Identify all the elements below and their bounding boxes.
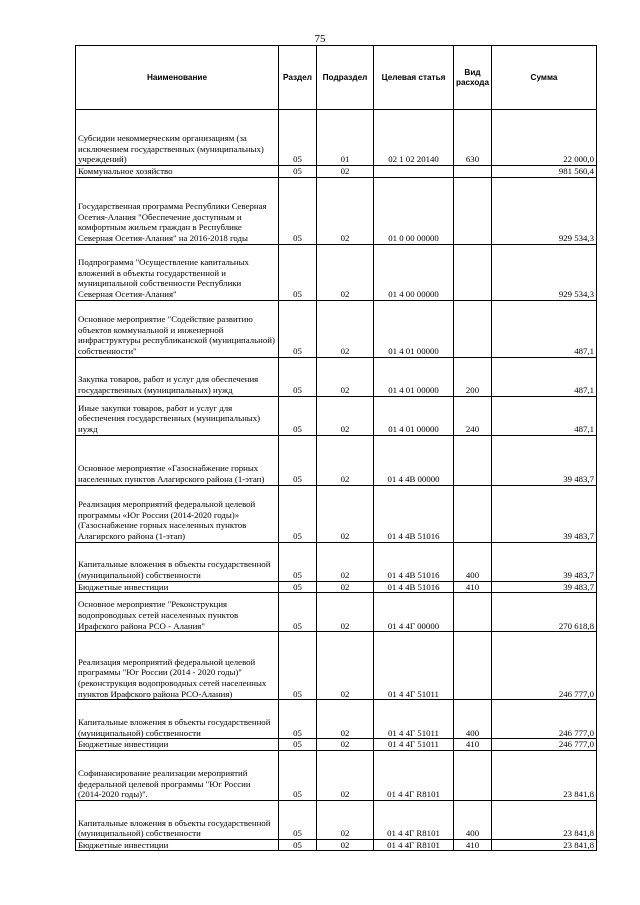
cell-target: 02 1 02 20140 [374, 110, 454, 166]
cell-section: 05 [279, 396, 317, 435]
cell-section: 05 [279, 435, 317, 485]
cell-subsection: 02 [317, 800, 374, 839]
cell-subsection: 02 [317, 396, 374, 435]
cell-expense-type: 240 [454, 396, 492, 435]
cell-section: 05 [279, 700, 317, 739]
cell-section: 05 [279, 839, 317, 851]
cell-target: 01 4 00 00000 [374, 244, 454, 300]
cell-amount: 23 841,8 [492, 800, 597, 839]
cell-expense-type: 200 [454, 357, 492, 396]
table-row [76, 485, 597, 542]
cell-amount: 487,1 [492, 300, 597, 357]
cell-expense-type: 410 [454, 581, 492, 593]
cell-amount: 487,1 [492, 396, 597, 435]
cell-expense-type [454, 593, 492, 632]
budget-table [75, 45, 597, 851]
cell-target: 01 4 4Г R8101 [374, 800, 454, 839]
table-row [76, 581, 597, 593]
cell-section: 05 [279, 750, 317, 800]
cell-subsection: 02 [317, 244, 374, 300]
cell-name: Коммунальное хозяйство [76, 166, 279, 178]
cell-expense-type: 410 [454, 839, 492, 851]
cell-target: 01 4 01 00000 [374, 396, 454, 435]
cell-target: 01 4 4В 00000 [374, 435, 454, 485]
cell-name: Софинансирование реализации мероприятий федеральной целевой программы "Юг России (2014-2020 годы)". [76, 750, 279, 800]
cell-target: 01 4 4Г R8101 [374, 839, 454, 851]
header-row [76, 46, 597, 110]
cell-subsection: 02 [317, 166, 374, 178]
header-subsection: Подраздел [317, 46, 374, 110]
cell-amount: 929 534,3 [492, 244, 597, 300]
header-expense-type: Вид расхода [454, 46, 492, 110]
table-row [76, 166, 597, 178]
cell-target: 01 4 4Г 51011 [374, 632, 454, 700]
table-row [76, 593, 597, 632]
cell-target: 01 4 4В 51016 [374, 485, 454, 542]
cell-name: Бюджетные инвестиции [76, 839, 279, 851]
cell-section: 05 [279, 166, 317, 178]
cell-section: 05 [279, 542, 317, 581]
cell-section: 05 [279, 739, 317, 751]
header-amount: Сумма [492, 46, 597, 110]
cell-section: 05 [279, 357, 317, 396]
cell-subsection: 02 [317, 700, 374, 739]
table-body [76, 110, 597, 851]
cell-subsection: 02 [317, 632, 374, 700]
cell-expense-type [454, 632, 492, 700]
table-row [76, 750, 597, 800]
cell-section: 05 [279, 110, 317, 166]
cell-section: 05 [279, 800, 317, 839]
cell-expense-type [454, 177, 492, 244]
cell-name: Подпрограмма "Осуществление капитальных вложений в объекты государственной и муниципальной собственности Республики Северная Осетия-Алания" [76, 244, 279, 300]
cell-target: 01 4 4Г 51011 [374, 739, 454, 751]
cell-expense-type: 410 [454, 739, 492, 751]
cell-target: 01 4 4Г R8101 [374, 750, 454, 800]
table-row [76, 357, 597, 396]
table-row [76, 177, 597, 244]
cell-amount: 246 777,0 [492, 632, 597, 700]
cell-section: 05 [279, 632, 317, 700]
cell-name: Государственная программа Республики Северная Осетия-Алания "Обеспечение доступным и комфортным жильем граждан в Республике Северная Осетия-Алания" на 2016-2018 годы [76, 177, 279, 244]
page-number: 75 [314, 33, 326, 45]
cell-target: 01 4 01 00000 [374, 357, 454, 396]
cell-amount: 929 534,3 [492, 177, 597, 244]
cell-amount: 270 618,8 [492, 593, 597, 632]
cell-amount: 246 777,0 [492, 700, 597, 739]
cell-section: 05 [279, 177, 317, 244]
cell-expense-type [454, 485, 492, 542]
cell-expense-type: 400 [454, 542, 492, 581]
cell-subsection: 02 [317, 581, 374, 593]
cell-name: Бюджетные инвестиции [76, 739, 279, 751]
cell-subsection: 02 [317, 593, 374, 632]
cell-target: 01 0 00 00000 [374, 177, 454, 244]
cell-subsection: 02 [317, 435, 374, 485]
cell-target [374, 166, 454, 178]
cell-amount: 39 483,7 [492, 542, 597, 581]
cell-expense-type [454, 166, 492, 178]
cell-section: 05 [279, 244, 317, 300]
table-row [76, 396, 597, 435]
cell-section: 05 [279, 300, 317, 357]
table-row [76, 800, 597, 839]
cell-subsection: 02 [317, 750, 374, 800]
cell-name: Субсидии некоммерческим организациям (за исключением государственных (муниципальных) учреждений) [76, 110, 279, 166]
cell-name: Основное мероприятие "Содействие развитию объектов коммунальной и инженерной инфраструктуры республиканской (муниципальной) собственности" [76, 300, 279, 357]
cell-subsection: 02 [317, 177, 374, 244]
cell-expense-type [454, 244, 492, 300]
cell-section: 05 [279, 581, 317, 593]
header-target: Целевая статья [374, 46, 454, 110]
table-row [76, 435, 597, 485]
table-row [76, 839, 597, 851]
header-name: Наименование [76, 46, 279, 110]
cell-name: Капитальные вложения в объекты государственной (муниципальной) собственности [76, 542, 279, 581]
table-row [76, 542, 597, 581]
cell-expense-type: 630 [454, 110, 492, 166]
cell-section: 05 [279, 485, 317, 542]
cell-section: 05 [279, 593, 317, 632]
header-section: Раздел [279, 46, 317, 110]
cell-amount: 487,1 [492, 357, 597, 396]
cell-name: Капитальные вложения в объекты государственной (муниципальной) собственности [76, 800, 279, 839]
cell-subsection: 01 [317, 110, 374, 166]
table-row [76, 300, 597, 357]
cell-amount: 981 560,4 [492, 166, 597, 178]
cell-subsection: 02 [317, 839, 374, 851]
cell-target: 01 4 4В 51016 [374, 581, 454, 593]
cell-amount: 39 483,7 [492, 485, 597, 542]
cell-expense-type [454, 300, 492, 357]
cell-name: Капитальные вложения в объекты государственной (муниципальной) собственности [76, 700, 279, 739]
cell-amount: 23 841,8 [492, 839, 597, 851]
cell-name: Иные закупки товаров, работ и услуг для обеспечения государственных (муниципальных) нужд [76, 396, 279, 435]
cell-name: Основное мероприятие "Реконструкция водопроводных сетей населенных пунктов Ирафского района РСО - Алания" [76, 593, 279, 632]
cell-name: Закупка товаров, работ и услуг для обеспечения государственных (муниципальных) нужд [76, 357, 279, 396]
cell-expense-type [454, 435, 492, 485]
cell-name: Реализация мероприятий федеральной целевой программы "Юг России (2014 - 2020 годы)" (реконструкция водопроводных сетей населенных пунктов Ирафского района РСО-Алания) [76, 632, 279, 700]
cell-name: Основное мероприятие «Газоснабжение горных населенных пунктов Алагирского района (1-этап) [76, 435, 279, 485]
cell-name: Бюджетные инвестиции [76, 581, 279, 593]
cell-subsection: 02 [317, 542, 374, 581]
table-row [76, 632, 597, 700]
cell-target: 01 4 4Г 00000 [374, 593, 454, 632]
table-header [76, 46, 597, 110]
cell-amount: 39 483,7 [492, 581, 597, 593]
table-row [76, 110, 597, 166]
table-row [76, 739, 597, 751]
cell-expense-type: 400 [454, 800, 492, 839]
cell-subsection: 02 [317, 739, 374, 751]
cell-subsection: 02 [317, 485, 374, 542]
cell-amount: 246 777,0 [492, 739, 597, 751]
cell-target: 01 4 4В 51016 [374, 542, 454, 581]
table-row [76, 700, 597, 739]
cell-expense-type [454, 750, 492, 800]
cell-subsection: 02 [317, 357, 374, 396]
cell-name: Реализация мероприятий федеральной целевой программы «Юг России (2014-2020 годы)» (Газоснабжение горных населенных пунктов Алагирского района (1-этап) [76, 485, 279, 542]
cell-expense-type: 400 [454, 700, 492, 739]
cell-amount: 22 000,0 [492, 110, 597, 166]
cell-target: 01 4 01 00000 [374, 300, 454, 357]
cell-target: 01 4 4Г 51011 [374, 700, 454, 739]
cell-subsection: 02 [317, 300, 374, 357]
cell-amount: 39 483,7 [492, 435, 597, 485]
cell-amount: 23 841,8 [492, 750, 597, 800]
table-row [76, 244, 597, 300]
